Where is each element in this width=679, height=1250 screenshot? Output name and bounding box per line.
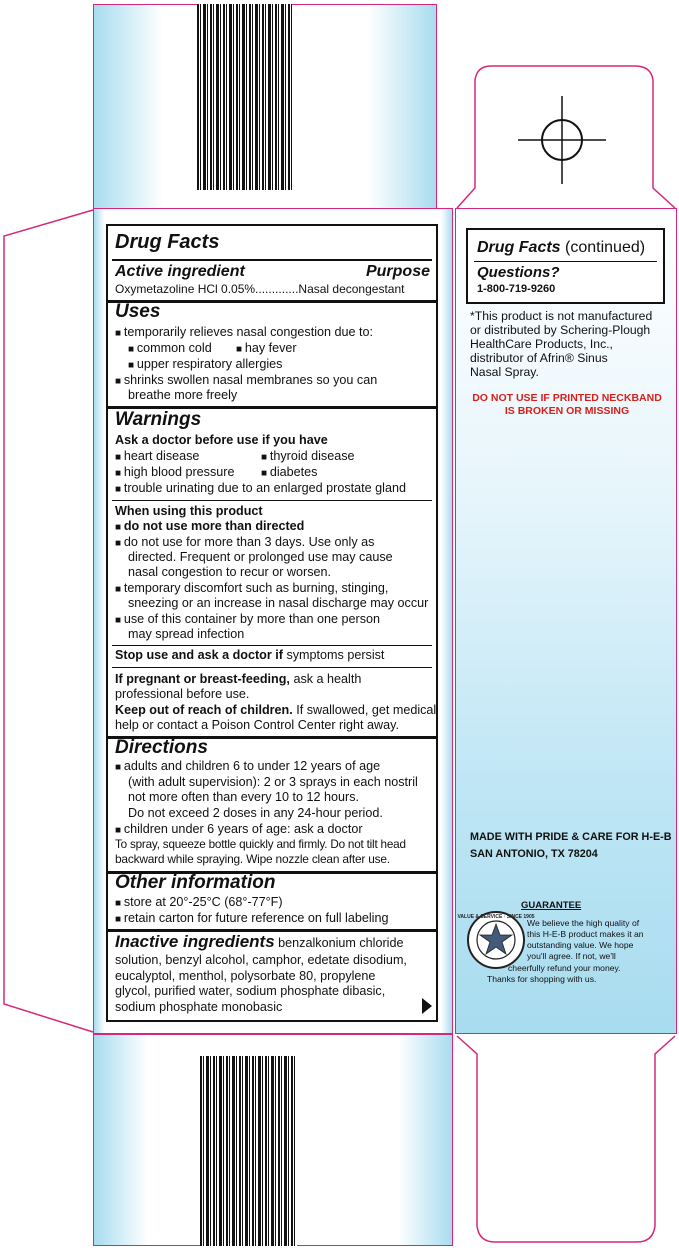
questions-phone: 1-800-719-9260: [477, 283, 556, 295]
condition: ■ heart disease: [115, 449, 199, 465]
reach-of-children-line: help or contact a Poison Control Center right away.: [115, 718, 399, 732]
directions-line: not more often than every 10 to 12 hours.: [128, 790, 360, 804]
pregnant-line: professional before use.: [115, 687, 250, 701]
reach-of-children-line: Keep out of reach of children. If swallowed, get medical: [115, 703, 437, 717]
drug-facts-title: Drug Facts: [115, 231, 220, 253]
purpose-heading: Purpose: [365, 263, 430, 280]
other-information-line: ■ retain carton for future reference on full labeling: [115, 911, 388, 927]
active-ingredient-heading: Active ingredient: [115, 263, 245, 280]
inactive-ingredients-line: eucalyptol, menthol, polysorbate 80, propylene: [115, 969, 376, 983]
guarantee-title: GUARANTEE: [521, 900, 582, 911]
condition: ■ diabetes: [261, 465, 317, 481]
guarantee-line: cheerfully refund your money.: [508, 963, 621, 973]
drug-facts-continued-box: [466, 228, 665, 304]
barcode-bottom: [200, 1056, 297, 1246]
when-using-line: sneezing or an increase in nasal discharge may occur: [128, 596, 429, 610]
uses-line: ■ temporarily relieves nasal congestion due to:: [115, 325, 373, 341]
stop-use-line: Stop use and ask a doctor if symptoms persist: [115, 648, 385, 662]
when-using-line: ■ do not use more than directed: [115, 519, 304, 535]
right-bottom-flap: [455, 1034, 677, 1246]
directions-line: backward while spraying. Wipe nozzle clean after use.: [115, 852, 390, 866]
seal-text: VALUE & SERVICE · SINCE 1905: [457, 914, 535, 920]
uses-line: ■ shrinks swollen nasal membranes so you can: [115, 373, 377, 389]
directions-line: ■ adults and children 6 to under 12 years of age: [115, 759, 380, 775]
barcode-top: [197, 4, 292, 190]
made-with-line: SAN ANTONIO, TX 78204: [470, 848, 598, 860]
questions-heading: Questions?: [477, 264, 560, 281]
other-information-heading: Other information: [115, 872, 276, 893]
directions-line: Do not exceed 2 doses in any 24-hour period.: [128, 806, 383, 820]
guarantee-line: you'll agree. If not, we'll: [527, 951, 616, 961]
neckband-warning: DO NOT USE IF PRINTED NECKBAND IS BROKEN OR MISSING: [472, 392, 662, 417]
when-using-line: ■ temporary discomfort such as burning, stinging,: [115, 581, 388, 597]
condition: ■ thyroid disease: [261, 449, 355, 465]
left-glue-tab: [0, 206, 96, 1036]
guarantee-line: Thanks for shopping with us.: [487, 974, 597, 984]
uses-line: ■ common cold: [128, 341, 212, 357]
guarantee-line: this H-E-B product makes it an: [527, 929, 644, 939]
disclaimer-line: Nasal Spray.: [470, 365, 539, 379]
uses-line: ■ upper respiratory allergies: [128, 357, 282, 373]
when-using-line: ■ do not use for more than 3 days. Use only as: [115, 535, 374, 551]
disclaimer-line: HealthCare Products, Inc.,: [470, 337, 613, 351]
heb-value-seal-icon: [457, 910, 535, 970]
directions-line: ■ children under 6 years of age: ask a doctor: [115, 822, 363, 838]
condition: ■ high blood pressure: [115, 465, 234, 481]
inactive-ingredients-line: glycol, purified water, sodium phosphate dibasic,: [115, 984, 386, 998]
when-using-line: nasal congestion to recur or worsen.: [128, 565, 332, 579]
uses-line: ■ hay fever: [236, 341, 297, 357]
directions-heading: Directions: [115, 737, 208, 758]
drug-facts-box: [106, 224, 438, 1022]
when-using-heading: When using this product: [115, 504, 263, 518]
when-using-line: may spread infection: [128, 627, 245, 641]
disclaimer-line: distributor of Afrin® Sinus: [470, 351, 608, 365]
when-using-line: directed. Frequent or prolonged use may cause: [128, 550, 393, 564]
guarantee-line: We believe the high quality of: [527, 918, 640, 928]
inactive-ingredients-heading: Inactive ingredients: [115, 932, 275, 951]
condition: ■ trouble urinating due to an enlarged prostate gland: [115, 481, 406, 497]
continue-arrow-icon: [422, 998, 432, 1014]
made-with-line: MADE WITH PRIDE & CARE FOR H-E-B: [470, 831, 672, 843]
registration-mark-icon: [518, 96, 606, 184]
inactive-ingredients-line: Inactive ingredients benzalkonium chloride: [115, 932, 404, 951]
active-ingredient-line: Oxymetazoline HCl 0.05%.............Nasal decongestant: [115, 282, 405, 296]
inactive-ingredients-line: sodium phosphate monobasic: [115, 1000, 283, 1014]
other-information-line: ■ store at 20°-25°C (68°-77°F): [115, 895, 283, 911]
when-using-line: ■ use of this container by more than one person: [115, 612, 380, 628]
inactive-ingredients-line: solution, benzyl alcohol, camphor, edetate disodium,: [115, 953, 407, 967]
warnings-heading: Warnings: [115, 409, 202, 430]
uses-heading: Uses: [115, 301, 161, 322]
disclaimer-line: *This product is not manufactured: [470, 309, 653, 323]
directions-line: (with adult supervision): 2 or 3 sprays in each nostril: [128, 775, 418, 789]
pregnant-line: If pregnant or breast-feeding, ask a health: [115, 672, 362, 686]
guarantee-line: outstanding value. We hope: [527, 940, 634, 950]
uses-line: breathe more freely: [128, 388, 238, 402]
directions-line: To spray, squeeze bottle quickly and firmly. Do not tilt head: [115, 838, 406, 851]
continued-title: Drug Facts (continued): [477, 239, 646, 256]
disclaimer-line: or distributed by Schering-Plough: [470, 323, 651, 337]
ask-doctor-heading: Ask a doctor before use if you have: [115, 433, 328, 447]
